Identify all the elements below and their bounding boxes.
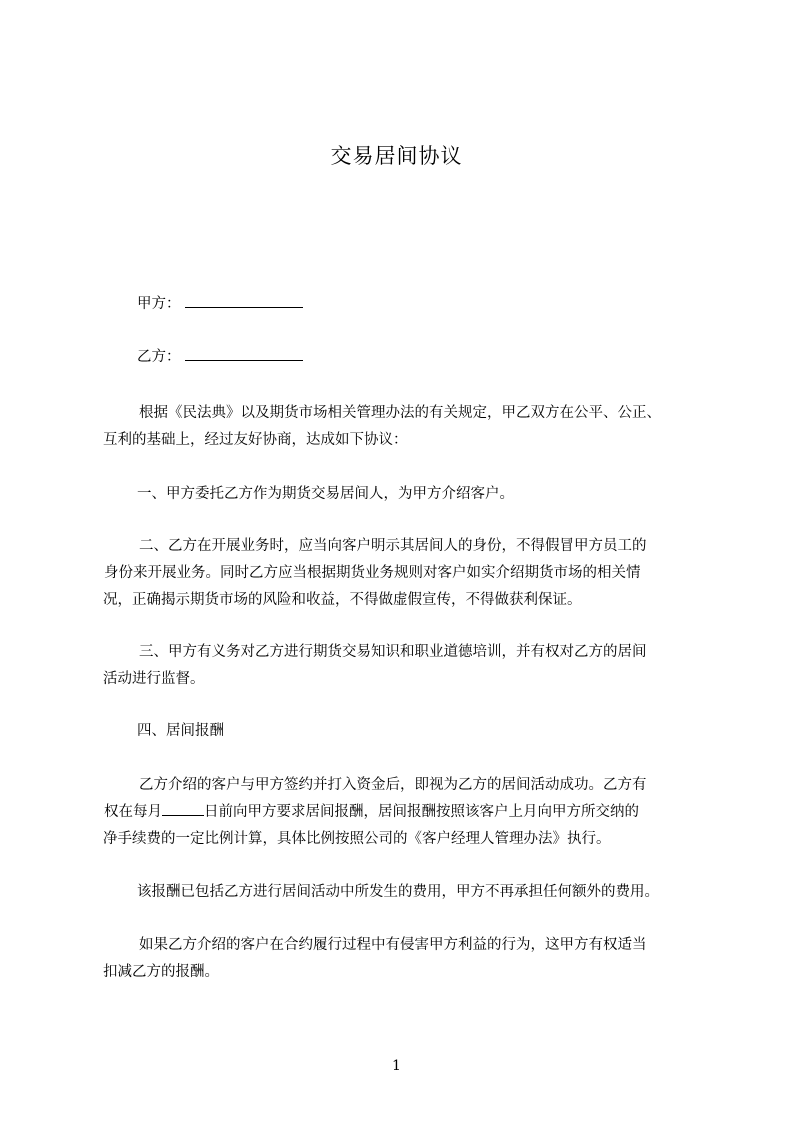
clause-4-p1-line-1: 乙方介绍的客户与甲方签约并打入资金后，即视为乙方的居间活动成功。乙方有 <box>139 777 647 793</box>
clause-1: 一、甲方委托乙方作为期货交易居间人，为甲方介绍客户。 <box>137 486 514 502</box>
intro-line-2: 互利的基础上，经过友好协商，达成如下协议： <box>103 432 408 448</box>
party-a-blank <box>185 293 303 308</box>
clause-4-p1-line-2 <box>104 800 639 821</box>
party-b-label: 乙方： <box>137 349 181 365</box>
clause-3-line-1: 三、甲方有义务对乙方进行期货交易知识和职业道德培训，并有权对乙方的居间 <box>139 644 647 660</box>
clause-4-p1-line-2-post: 日前向甲方要求居间报酬，居间报酬按照该客户上月向甲方所交纳的 <box>204 804 639 820</box>
page-number: 1 <box>392 1058 401 1074</box>
clause-4-p2: 该报酬已包括乙方进行居间活动中所发生的费用，甲方不再承担任何额外的费用。 <box>137 884 659 900</box>
intro-line-1: 根据《民法典》以及期货市场相关管理办法的有关规定，甲乙双方在公平、公正、 <box>139 405 661 421</box>
clause-2-line-3: 况，正确揭示期货市场的风险和收益，不得做虚假宣传，不得做获利保证。 <box>103 592 582 608</box>
day-blank <box>162 803 204 816</box>
clause-4-p3-line-2: 扣减乙方的报酬。 <box>103 964 219 980</box>
clause-3-line-2: 活动进行监督。 <box>103 671 205 687</box>
party-a-label: 甲方： <box>137 296 181 312</box>
clause-4-p3-line-1: 如果乙方介绍的客户在合约履行过程中有侵害甲方利益的行为，这甲方有权适当 <box>139 937 647 953</box>
party-b-line <box>137 345 303 366</box>
clause-4-p1-line-2-pre: 权在每月 <box>104 804 162 820</box>
party-a-line <box>137 292 303 313</box>
clause-2-line-1: 二、乙方在开展业务时，应当向客户明示其居间人的身份，不得假冒甲方员工的 <box>139 538 647 554</box>
party-b-blank <box>185 346 303 361</box>
clause-4-p1-line-3: 净手续费的一定比例计算，具体比例按照公司的《客户经理人管理办法》执行。 <box>103 831 611 847</box>
clause-2-line-2: 身份来开展业务。同时乙方应当根据期货业务规则对客户如实介绍期货市场的相关情 <box>104 565 641 581</box>
clause-4-heading: 四、居间报酬 <box>137 723 224 739</box>
document-title: 交易居间协议 <box>330 144 463 168</box>
